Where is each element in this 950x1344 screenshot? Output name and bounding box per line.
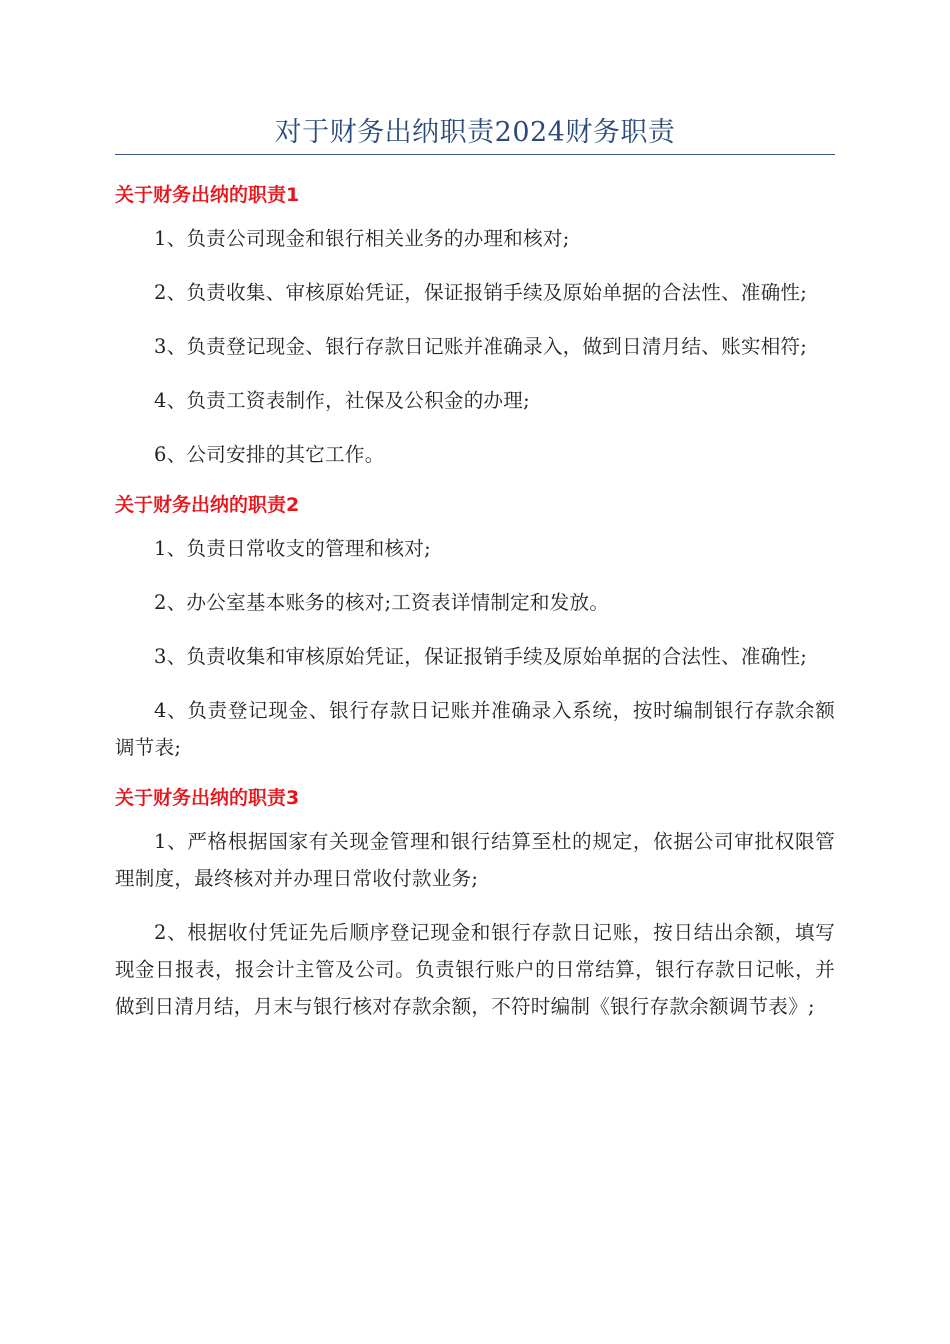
title-divider xyxy=(115,154,835,155)
section-2 xyxy=(115,490,835,766)
paragraph: 1、负责日常收支的管理和核对; xyxy=(154,537,431,560)
paragraph: 2、根据收付凭证先后顺序登记现金和银行存款日记账，按日结出余额，填写现金日报表，报会计主管及公司。负责银行账户的日常结算，银行存款日记帐，并做到日清月结，月末与银行核对存款余额，不符时编制《银行存款余额调节表》; xyxy=(115,921,835,1018)
document-body xyxy=(115,180,835,1042)
section-heading: 关于财务出纳的职责2 xyxy=(115,494,300,516)
paragraph: 1、负责公司现金和银行相关业务的办理和核对; xyxy=(154,227,570,250)
section-3 xyxy=(115,783,835,1025)
paragraph: 4、负责工资表制作，社保及公积金的办理; xyxy=(154,389,530,412)
paragraph: 6、公司安排的其它工作。 xyxy=(154,443,385,466)
paragraph: 2、办公室基本账务的核对;工资表详情制定和发放。 xyxy=(154,591,610,614)
paragraph: 4、负责登记现金、银行存款日记账并准确录入系统，按时编制银行存款余额调节表; xyxy=(115,699,835,759)
section-heading: 关于财务出纳的职责1 xyxy=(115,184,300,206)
document-title: 对于财务出纳职责2024财务职责 xyxy=(274,117,676,148)
paragraph: 3、负责收集和审核原始凭证，保证报销手续及原始单据的合法性、准确性; xyxy=(154,645,808,668)
paragraph: 1、严格根据国家有关现金管理和银行结算至杜的规定，依据公司审批权限管理制度，最终核对并办理日常收付款业务; xyxy=(115,830,835,890)
section-heading: 关于财务出纳的职责3 xyxy=(115,787,300,809)
paragraph: 3、负责登记现金、银行存款日记账并准确录入，做到日清月结、账实相符; xyxy=(154,335,808,358)
paragraph: 2、负责收集、审核原始凭证，保证报销手续及原始单据的合法性、准确性; xyxy=(154,281,808,304)
section-1 xyxy=(115,180,835,473)
